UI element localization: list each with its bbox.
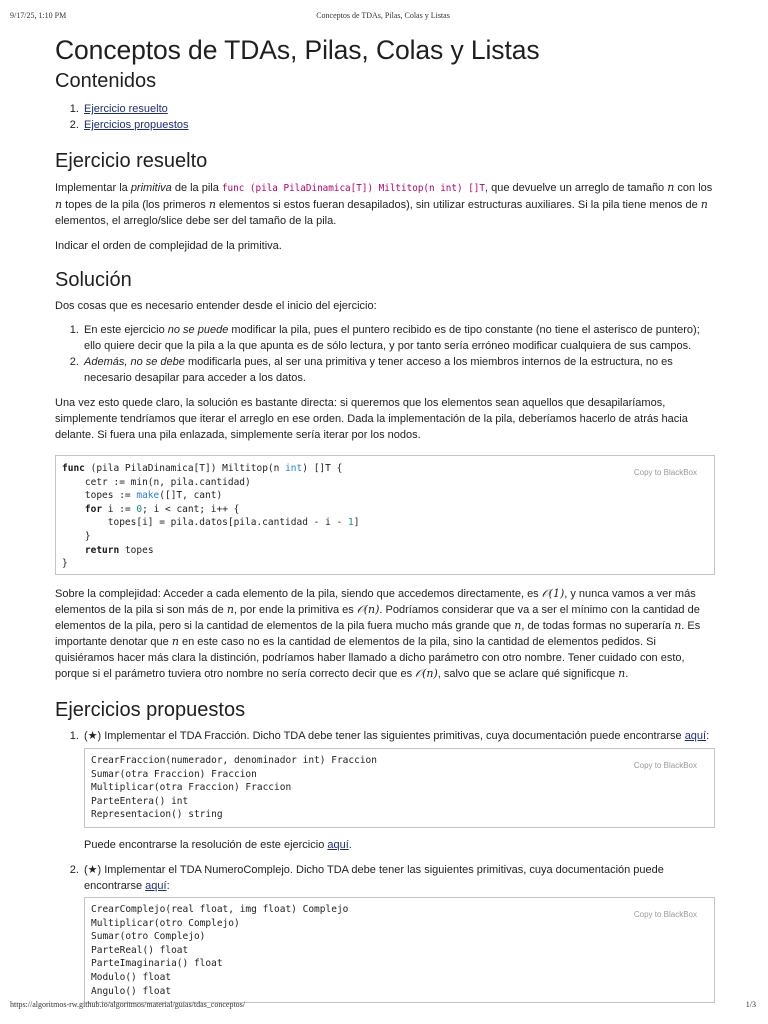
resolution-link-fraccion[interactable]: aquí xyxy=(327,839,349,851)
solucion-intro: Dos cosas que es necesario entender desde el inicio del ejercicio: xyxy=(55,300,377,312)
print-url: https://algoritmos-rw.github.io/algoritmos/material/guias/tdas_conceptos/ xyxy=(10,1000,245,1009)
print-footer xyxy=(10,1000,756,1012)
toc-item xyxy=(82,101,715,117)
document-body xyxy=(55,33,715,1003)
solucion-heading: Solución xyxy=(55,269,132,291)
resuelto-statement: Implementar la primitiva de la pila func (pila PilaDinamica[T]) Miltitop(n int) []T, que devuelve un arreglo de tamaño n con los n topes de la pila (los primeros n elementos si estos fueran desapilados), sin utilizar estructuras auxiliares. Si la pila tiene menos de n elementos, el arreglo/slice debe ser del tamaño de la pila. xyxy=(55,181,713,227)
page-title: Conceptos de TDAs, Pilas, Colas y Listas xyxy=(55,35,540,65)
resuelto-complexity-prompt: Indicar el orden de complejidad de la primitiva. xyxy=(55,240,282,252)
list-item: 1. En este ejercicio no se puede modificar la pila, pues el puntero recibido es de tipo constante (no tiene el asterisco de puntero); ello quiere decir que la pila a la que apunta es de sólo lectura, y por tanto sería erróneo modificar cualquiera de sus campos. xyxy=(82,322,715,354)
resuelto-heading: Ejercicio resuelto xyxy=(55,150,208,172)
propuestos-heading: Ejercicios propuestos xyxy=(55,699,246,721)
fraccion-resolution: Puede encontrarse la resolución de este ejercicio aquí. xyxy=(84,839,352,851)
list-item: 1. (★) Implementar el TDA Fracción. Dicho TDA debe tener las siguientes primitivas, cuya documentación puede encontrarse aquí: Copy to BlackBox CrearFraccion(numerador, denominador int) Fraccion Sumar(otra Fraccion) Fraccion Multiplicar(otra Fraccion) Fraccion ParteEntera() int Representacion() string Puede encontrarse la resolución de este ejercicio aquí. xyxy=(82,728,715,853)
propuestos-list xyxy=(82,728,715,1003)
solucion-list xyxy=(82,322,715,386)
print-header xyxy=(10,11,756,23)
doc-link-complejo[interactable]: aquí xyxy=(145,880,167,892)
contents-heading: Contenidos xyxy=(55,70,157,92)
print-datetime: 9/17/25, 1:10 PM xyxy=(10,11,67,20)
inline-code: func (pila PilaDinamica[T]) Miltitop(n int) []T xyxy=(221,183,485,194)
print-page-number: 1/3 xyxy=(745,1000,756,1009)
solucion-paragraph: Una vez esto quede claro, la solución es bastante directa: si queremos que los elementos sean aquellos que desapilaríamos, simplemente tendríamos que iterar el arreglo en ese orden. Dada la implementación de la pila, deberíamos hacerlo de atrás hacia delante. Si fuera una pila enlazada, simplemente sería iterar por los nodos. xyxy=(55,397,688,441)
print-title: Conceptos de TDAs, Pilas, Colas y Listas xyxy=(316,11,450,20)
table-of-contents xyxy=(82,101,715,133)
toc-link-propuestos[interactable]: Ejercicios propuestos xyxy=(84,119,189,131)
list-item: 2. Además, no se debe modificarla pues, al ser una primitiva y tener acceso a los miembros internos de la estructura, no es necesario desapilar para acceder a los datos. xyxy=(82,354,715,386)
toc-item xyxy=(82,117,715,133)
complejo-code-block: Copy to BlackBox CrearComplejo(real float, img float) Complejo Multiplicar(otro Complejo) Sumar(otro Complejo) ParteReal() float ParteImaginaria() float Modulo() float Angulo() float xyxy=(84,897,715,1003)
complexity-paragraph: Sobre la complejidad: Acceder a cada elemento de la pila, siendo que accedemos directamente, es 𝒪(1), y nunca vamos a ver más elementos de la pila si son más de n, por ende la primitiva es 𝒪(n). Podríamos considerar que va a ser el mínimo con la cantidad de elementos de la pila, pero si la cantidad de elementos de la pila fuera mucho más grande que n, de todas formas no superaría n. Es importante denotar que n en este caso no es la cantidad de elementos de la pila, sino la cantidad de elementos pedidos. Si quisiéramos hacer más clara la distinción, podríamos haber llamado a dicho parámetro con otro nombre. Tener cuidado con esto, porque si el parámetro tuviera otro nombre no sería correcto decir que es 𝒪(n), salvo que se aclare qué significque n. xyxy=(55,587,701,680)
doc-link-fraccion[interactable]: aquí xyxy=(684,730,707,742)
list-item: 2. (★) Implementar el TDA NumeroComplejo. Dicho TDA debe tener las siguientes primitivas, cuya documentación puede encontrarse aquí: Copy to BlackBox CrearComplejo(real float, img float) Complejo Multiplicar(otro Complejo) Sumar(otro Complejo) ParteReal() float ParteImaginaria() float Modulo() float Angulo() float xyxy=(82,862,715,1003)
toc-link-resuelto[interactable]: Ejercicio resuelto xyxy=(84,103,168,115)
solution-code-block: Copy to BlackBox func (pila PilaDinamica[T]) Miltitop(n int) []T { cetr := min(n, pila.cantidad) topes := make([]T, cant) for i := 0; i < cant; i++ { topes[i] = pila.datos[pila.cantidad - i - 1] } return topes } xyxy=(55,455,715,575)
copy-to-blackbox-button[interactable]: Copy to BlackBox xyxy=(633,468,697,477)
fraccion-code-block: Copy to BlackBox CrearFraccion(numerador, denominador int) Fraccion Sumar(otra Fraccion) Fraccion Multiplicar(otra Fraccion) Fraccion ParteEntera() int Representacion() string xyxy=(84,748,715,828)
copy-to-blackbox-button[interactable]: Copy to BlackBox xyxy=(633,761,697,770)
copy-to-blackbox-button[interactable]: Copy to BlackBox xyxy=(633,910,697,919)
